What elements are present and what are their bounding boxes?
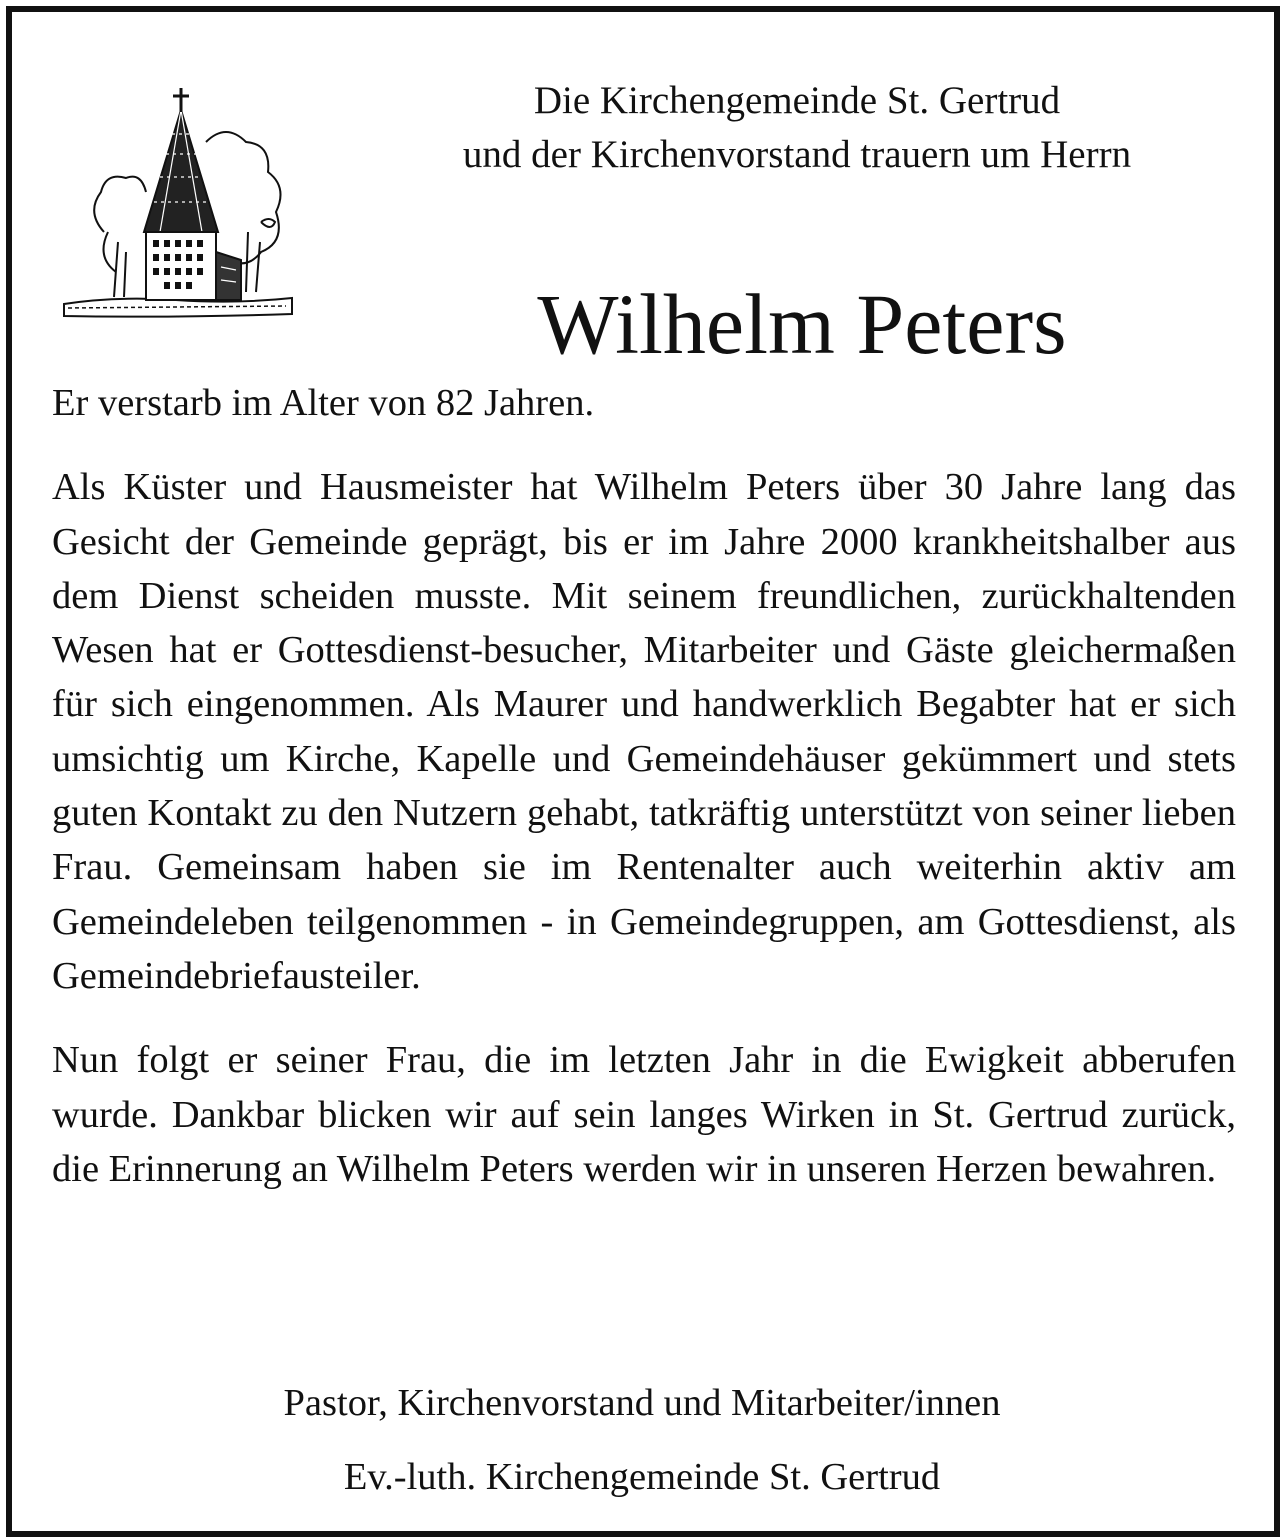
signature-line-1: Pastor, Kirchenvorstand und Mitarbeiter/innen <box>283 1382 1001 1424</box>
age-line: Er verstarb im Alter von 82 Jahren. <box>52 382 595 424</box>
header-text <box>392 74 1202 182</box>
paragraph-2: Nun folgt er seiner Frau, die im letzten Jahr in die Ewigkeit abberufen wurde. Dankbar blicken wir auf sein langes Wirken in St. Gertrud zurück, die Erinnerung an Wilhelm Peters werden wir in unseren Herzen bewahren. <box>52 1039 1236 1190</box>
paragraph-1: Als Küster und Hausmeister hat Wilhelm Peters über 30 Jahre lang das Gesicht der Gemeinde geprägt, bis er im Jahre 2000 krankheitshalber aus dem Dienst scheiden musste. Mit seinem freundlichen, zurückhaltenden Wesen hat er Gottesdienst-besucher, Mitarbeiter und Gäste gleichermaßen für sich eingenommen. Als Maurer und handwerklich Begabter hat er sich umsichtig um Kirche, Kapelle und Gemeindehäuser gekümmert und stets guten Kontakt zu den Nutzern gehabt, tatkräftig unterstützt von seiner lieben Frau. Gemeinsam haben sie im Rentenalter auch weiterhin aktiv am Gemeindeleben teilgenommen - in Gemeindegruppen, am Gottesdienst, als Gemeindebriefausteiler. <box>52 466 1236 997</box>
header-line-1: Die Kirchengemeinde St. Gertrud <box>533 79 1061 122</box>
header-line-2: und der Kirchenvorstand trauern um Herrn <box>462 133 1132 176</box>
obituary-notice <box>6 6 1280 1537</box>
obituary-body <box>52 376 1236 1196</box>
deceased-name: Wilhelm Peters <box>537 276 1067 372</box>
church-icon <box>56 82 296 332</box>
signature-line-2: Ev.-luth. Kirchengemeinde St. Gertrud <box>343 1456 941 1498</box>
